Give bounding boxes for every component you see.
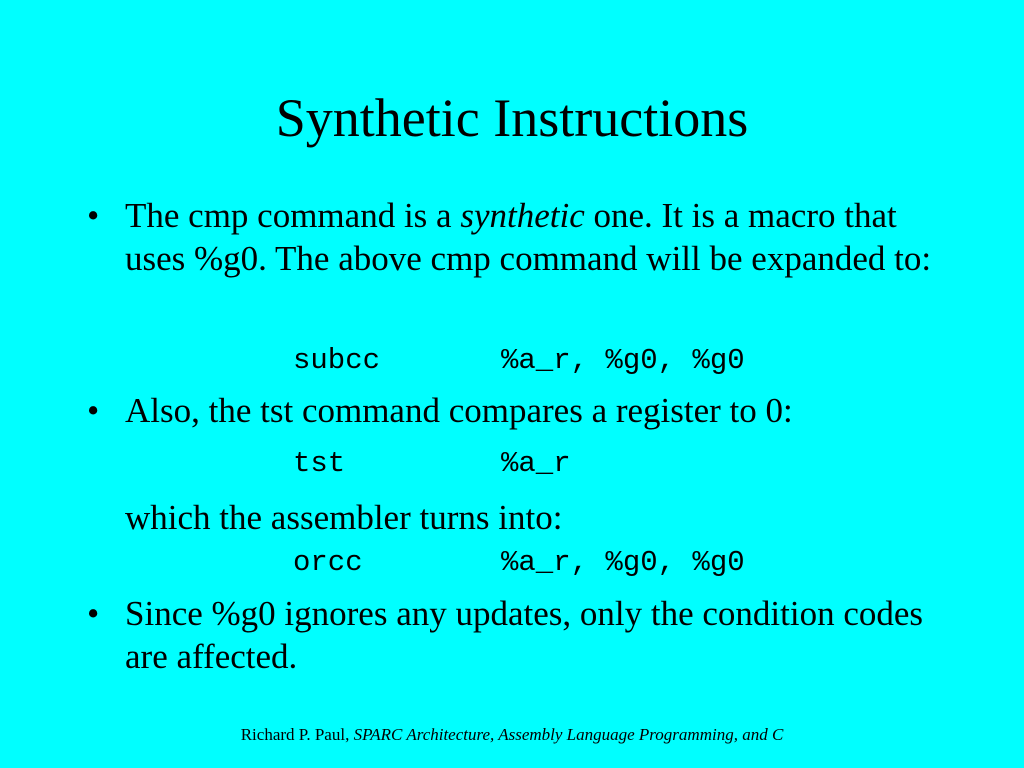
bullet-text-end: one. It is a macro that uses %g0. The above cmp command will be expanded to:	[125, 196, 932, 278]
code-operands: %a_r, %g0, %g0	[501, 546, 745, 579]
bullet-item-g0	[87, 592, 947, 678]
code-line-orcc	[293, 545, 745, 581]
code-opcode: subcc	[293, 344, 381, 377]
code-line-tst	[293, 446, 571, 482]
bullet-text: Since %g0 ignores any updates, only the condition codes are affected.	[125, 594, 924, 676]
code-opcode: orcc	[293, 546, 363, 579]
bullet-marker: •	[87, 391, 100, 430]
bullet-item-tst	[87, 389, 947, 432]
footer-author: Richard P. Paul,	[240, 725, 354, 744]
code-operands: %a_r	[501, 447, 571, 480]
bullet-marker: •	[87, 594, 100, 633]
emphasis-synthetic: synthetic	[460, 196, 585, 235]
slide-footer	[0, 723, 1024, 747]
bullet-marker: •	[87, 196, 100, 235]
code-operands: %a_r, %g0, %g0	[501, 344, 745, 377]
bullet-text-start: The cmp command is a	[125, 196, 461, 235]
slide-title: Synthetic Instructions	[275, 88, 749, 148]
bullet-item-synthetic	[87, 194, 947, 280]
footer-book-title: SPARC Architecture, Assembly Language Programming, and C	[353, 725, 784, 744]
bullet-text	[125, 194, 947, 280]
code-line-subcc	[293, 343, 745, 379]
assembler-note: which the assembler turns into:	[125, 498, 563, 537]
bullet-text: Also, the tst command compares a register to 0:	[125, 391, 793, 430]
code-opcode: tst	[293, 447, 346, 480]
